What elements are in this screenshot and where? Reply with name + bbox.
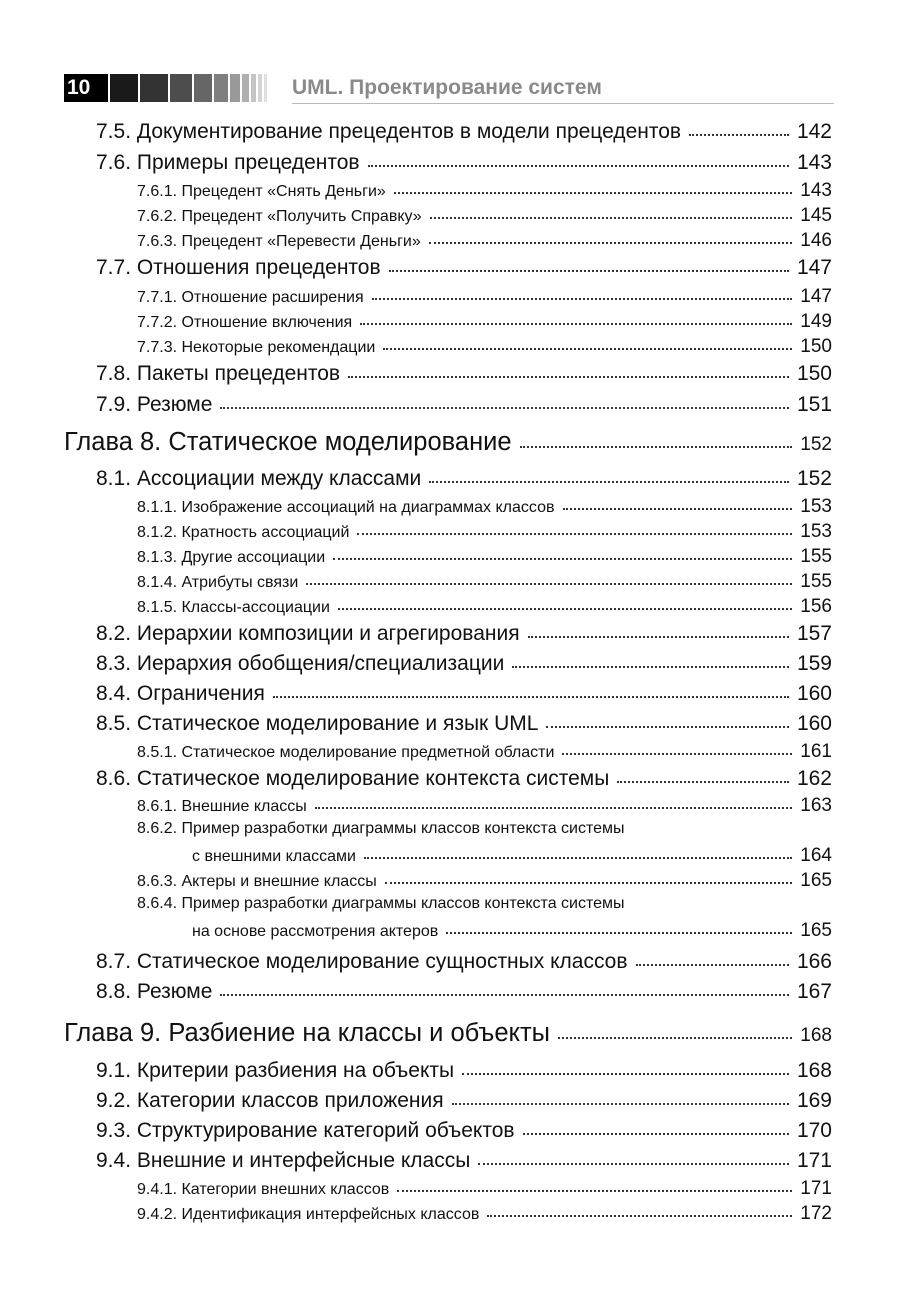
toc-entry: 7.6. Примеры прецедентов 143 bbox=[96, 151, 832, 174]
page-number: 10 bbox=[64, 74, 108, 102]
toc-entry: 8.8. Резюме 167 bbox=[96, 980, 832, 1003]
toc-entry: 8.4. Ограничения 160 bbox=[96, 682, 832, 705]
toc-chapter-entry: Глава 8. Статическое моделирование 152 bbox=[64, 428, 832, 456]
toc-entry: 9.3. Структурирование категорий объектов 170 bbox=[96, 1119, 832, 1142]
toc-entry: 8.3. Иерархия обобщения/специализации 159 bbox=[96, 652, 832, 675]
toc-entry: 7.7.2. Отношение включения 149 bbox=[137, 311, 832, 332]
toc-entry: 7.7.1. Отношение расширения 147 bbox=[137, 286, 832, 307]
toc-entry-line1: 8.6.2. Пример разработки диаграммы классов контекста системы bbox=[137, 820, 625, 837]
toc-entry: 8.7. Статическое моделирование сущностных классов 166 bbox=[96, 950, 832, 973]
toc-entry: 8.2. Иерархии композиции и агрегирования 157 bbox=[96, 622, 832, 645]
toc-entry: 9.4.2. Идентификация интерфейсных классов 172 bbox=[137, 1203, 832, 1224]
toc-entry: 8.6.1. Внешние классы 163 bbox=[137, 795, 832, 816]
toc-entry: 7.6.2. Прецедент «Получить Справку» 145 bbox=[137, 205, 832, 226]
toc-entry: 8.1.3. Другие ассоциации 155 bbox=[137, 546, 832, 567]
toc-entry: 8.1.2. Кратность ассоциаций 153 bbox=[137, 521, 832, 542]
toc-entry: 8.1.4. Атрибуты связи 155 bbox=[137, 571, 832, 592]
toc-entry: с внешними классами 164 bbox=[192, 845, 832, 866]
page-header bbox=[64, 74, 834, 102]
toc-entry: 8.1.5. Классы-ассоциации 156 bbox=[137, 596, 832, 617]
toc-entry: 7.5. Документирование прецедентов в модели прецедентов 142 bbox=[96, 120, 832, 143]
toc-entry-line1: 8.6.4. Пример разработки диаграммы классов контекста системы bbox=[137, 895, 625, 912]
toc-entry: 7.8. Пакеты прецедентов 150 bbox=[96, 362, 832, 385]
toc-entry: 8.6.3. Актеры и внешние классы 165 bbox=[137, 870, 832, 891]
toc-entry: 7.7.3. Некоторые рекомендации 150 bbox=[137, 336, 832, 357]
toc-entry: 9.4.1. Категории внешних классов 171 bbox=[137, 1178, 832, 1199]
toc-chapter-entry: Глава 9. Разбиение на классы и объекты 168 bbox=[64, 1019, 832, 1047]
toc-entry: 8.1.1. Изображение ассоциаций на диаграммах классов 153 bbox=[137, 496, 832, 517]
header-rule bbox=[292, 103, 834, 104]
toc-entry: 7.6.1. Прецедент «Снять Деньги» 143 bbox=[137, 180, 832, 201]
toc-entry: 9.4. Внешние и интерфейсные классы 171 bbox=[96, 1149, 832, 1172]
toc-entry: 7.6.3. Прецедент «Перевести Деньги» 146 bbox=[137, 230, 832, 251]
toc-entry: 8.6. Статическое моделирование контекста системы 162 bbox=[96, 767, 832, 790]
running-title: UML. Проектирование систем bbox=[292, 76, 602, 99]
toc-entry: на основе рассмотрения актеров 165 bbox=[192, 920, 832, 941]
toc-entry: 8.5. Статическое моделирование и язык UML 160 bbox=[96, 712, 832, 735]
toc-entry: 7.9. Резюме 151 bbox=[96, 393, 832, 416]
header-decoration-bars bbox=[110, 74, 269, 102]
toc-entry: 9.1. Критерии разбиения на объекты 168 bbox=[96, 1059, 832, 1082]
toc-entry: 8.1. Ассоциации между классами 152 bbox=[96, 467, 832, 490]
toc-entry: 8.5.1. Статическое моделирование предметной области 161 bbox=[137, 741, 832, 762]
toc-entry: 7.7. Отношения прецедентов 147 bbox=[96, 256, 832, 279]
toc-entry: 9.2. Категории классов приложения 169 bbox=[96, 1089, 832, 1112]
